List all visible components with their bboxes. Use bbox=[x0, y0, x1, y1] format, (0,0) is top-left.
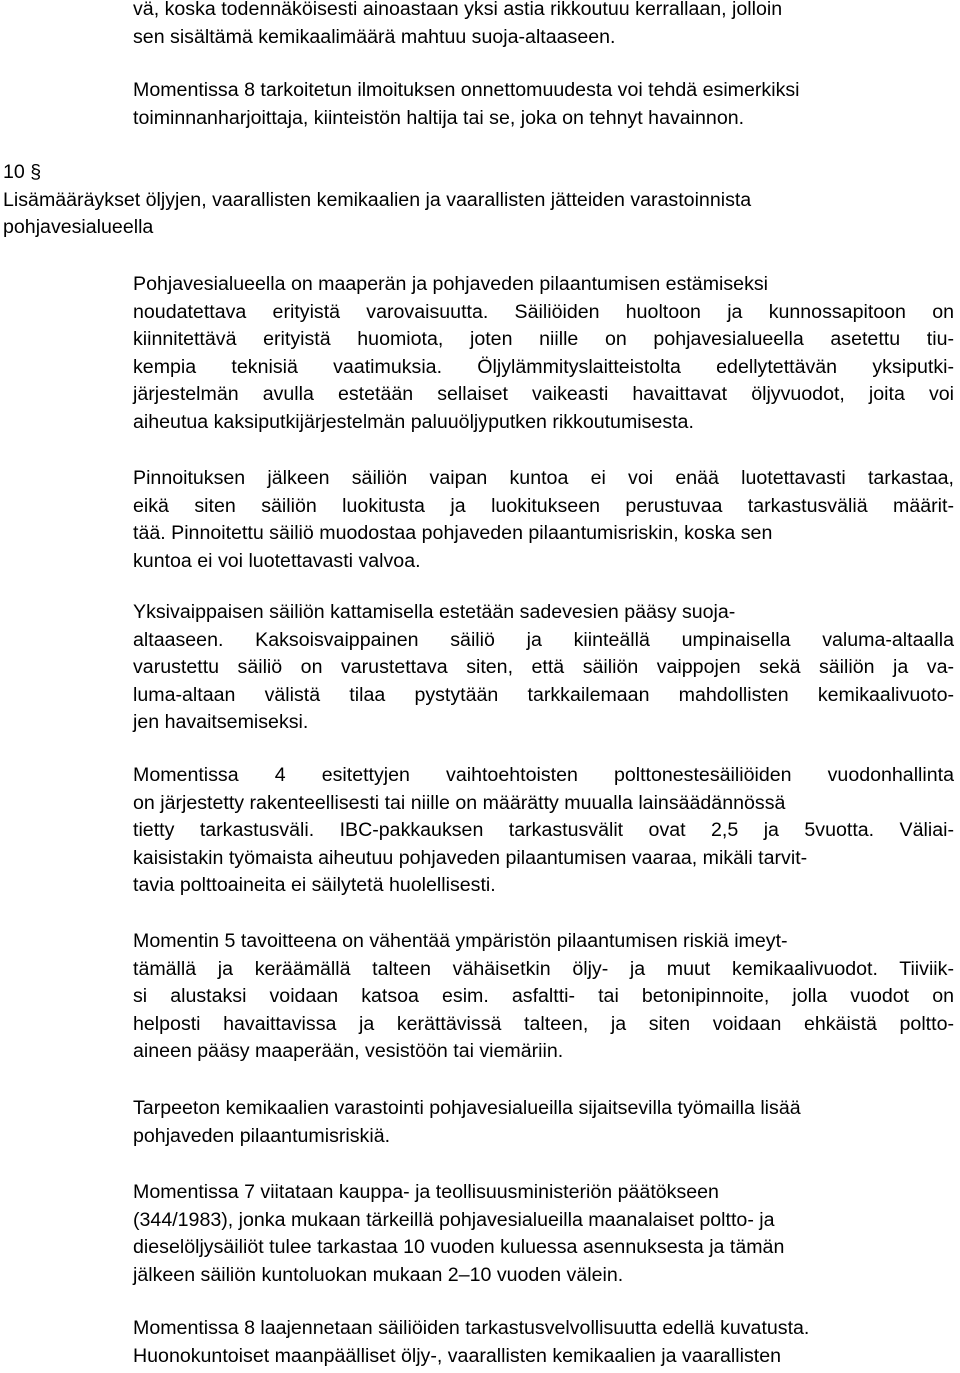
text-line: aineen pääsy maaperään, vesistöön tai viemäriin. bbox=[133, 1040, 564, 1063]
text-line: kaisistakin työmaista aiheutuu pohjaveden pilaantumisen vaaraa, mikäli tarvit- bbox=[133, 846, 808, 869]
text-line: luma-altaan välistä tilaa pystytään tarkkailemaan mahdollisten kemikaalivuoto- bbox=[133, 683, 954, 706]
text-line: järjestelmän avulla estetään sellaiset vaikeasti havaittavat öljyvuodot, joita voi bbox=[133, 383, 954, 406]
paragraph-momentti5 bbox=[133, 928, 954, 1066]
text-line: Momentissa 7 viitataan kauppa- ja teollisuusministeriön päätökseen bbox=[133, 1181, 719, 1203]
text-line: jen havaitsemiseksi. bbox=[133, 711, 309, 734]
paragraph-pohjavesialueella bbox=[133, 271, 954, 437]
text-line: eikä siten säiliön luokitusta ja luokitukseen perustuvaa tarkastusväliä määrit- bbox=[133, 494, 954, 517]
section-heading bbox=[3, 159, 751, 242]
text-line: dieselöljysäiliöt tulee tarkastaa 10 vuoden kuluessa asennuksesta ja tämän bbox=[133, 1236, 785, 1259]
text-line: toiminnanharjoittaja, kiinteistön haltija tai se, joka on tehnyt havainnon. bbox=[133, 106, 745, 129]
paragraph-tarpeeton bbox=[133, 1095, 801, 1150]
text-line: helposti havaittavissa ja kerättävissä talteen, ja siten voidaan ehkäistä poltto- bbox=[133, 1012, 954, 1035]
section-number-line bbox=[3, 159, 751, 187]
text-line: pohjaveden pilaantumisriskiä. bbox=[133, 1124, 391, 1147]
text-line: Momentissa 4 esitettyjen vaihtoehtoisten polttonestesäiliöiden vuodonhallinta bbox=[133, 764, 954, 786]
text-line: sen sisältämä kemikaalimäärä mahtuu suoja-altaaseen. bbox=[133, 25, 616, 48]
text-line: aiheutua kaksiputkijärjestelmän paluuöljyputken rikkoutumisesta. bbox=[133, 410, 694, 433]
text-line: Yksivaippaisen säiliön kattamisella estetään sadevesien pääsy suoja- bbox=[133, 601, 736, 623]
text-line: Momentissa 8 tarkoitetun ilmoituksen onnettomuudesta voi tehdä esimerkiksi bbox=[133, 79, 800, 101]
text-line: tietty tarkastusväli. IBC-pakkauksen tarkastusvälit ovat 2,5 ja 5vuotta. Väliai- bbox=[133, 819, 954, 842]
section-symbol: § bbox=[30, 161, 42, 183]
section-title-line: pohjavesialueella bbox=[3, 216, 154, 239]
text-line: tää. Pinnoitettu säiliö muodostaa pohjaveden pilaantumisriskin, koska sen bbox=[133, 522, 773, 545]
section-title-line: Lisämääräykset öljyjen, vaarallisten kemikaalien ja vaarallisten jätteiden varastoinnista bbox=[3, 188, 752, 211]
text-line: tavia polttoaineita ei säilytetä huolellisesti. bbox=[133, 874, 496, 897]
text-line: altaaseen. Kaksoisvaippainen säiliö ja kiinteällä umpinaisella valuma-altaalla bbox=[133, 628, 954, 651]
text-line: tämällä ja keräämällä talteen vähäisetkin öljy- ja muut kemikaalivuodot. Tiiviik- bbox=[133, 957, 954, 980]
text-line: jälkeen säiliön kuntoluokan mukaan 2–10 vuoden välein. bbox=[133, 1263, 624, 1286]
text-line: kuntoa ei voi luotettavasti valvoa. bbox=[133, 549, 421, 572]
paragraph-momentti7 bbox=[133, 1179, 784, 1289]
text-line: Momentin 5 tavoitteena on vähentää ympäristön pilaantumisen riskiä imeyt- bbox=[133, 930, 788, 952]
text-line: vä, koska todennäköisesti ainoastaan yksi astia rikkoutuu kerrallaan, jolloin bbox=[133, 0, 783, 20]
text-line: varustettu säiliö on varustettava siten, että säiliön vaippojen sekä säiliön ja va- bbox=[133, 656, 954, 679]
paragraph-momentti4 bbox=[133, 762, 954, 900]
paragraph-momentti8-laajennetaan bbox=[133, 1315, 809, 1370]
text-line: (344/1983), jonka mukaan tärkeillä pohjavesialueilla maanalaiset poltto- ja bbox=[133, 1208, 775, 1231]
text-line: Pohjavesialueella on maaperän ja pohjaveden pilaantumisen estämiseksi bbox=[133, 273, 769, 295]
text-line: on järjestetty rakenteellisesti tai niille on määrätty muualla lainsäädännössä bbox=[133, 791, 786, 814]
text-line: Huonokuntoiset maanpäälliset öljy-, vaarallisten kemikaalien ja vaarallisten bbox=[133, 1344, 782, 1367]
paragraph-pinnoitus bbox=[133, 465, 954, 575]
paragraph-top bbox=[133, 0, 782, 51]
text-line: Tarpeeton kemikaalien varastointi pohjavesialueilla sijaitsevilla työmailla lisää bbox=[133, 1097, 801, 1119]
text-line: kiinnitettävä erityistä huomiota, joten niille on pohjavesialueella asetettu tiu- bbox=[133, 328, 954, 351]
text-line: si alustaksi voidaan katsoa esim. asfaltti- tai betonipinnoite, jolla vuodot on bbox=[133, 985, 954, 1008]
paragraph-yksivaippainen bbox=[133, 599, 954, 737]
text-line: Momentissa 8 laajennetaan säiliöiden tarkastusvelvollisuutta edellä kuvatusta. bbox=[133, 1317, 810, 1339]
text-line: kempia teknisiä vaatimuksia. Öljylämmityslaitteistolta edellytettävän yksiputki- bbox=[133, 355, 954, 378]
text-line: Pinnoituksen jälkeen säiliön vaipan kuntoa ei voi enää luotettavasti tarkastaa, bbox=[133, 467, 954, 489]
section-number: 10 bbox=[3, 161, 25, 183]
paragraph-momentti8-ilmoitus bbox=[133, 77, 800, 132]
text-line: noudatettava erityistä varovaisuutta. Säiliöiden huoltoon ja kunnossapitoon on bbox=[133, 300, 954, 323]
